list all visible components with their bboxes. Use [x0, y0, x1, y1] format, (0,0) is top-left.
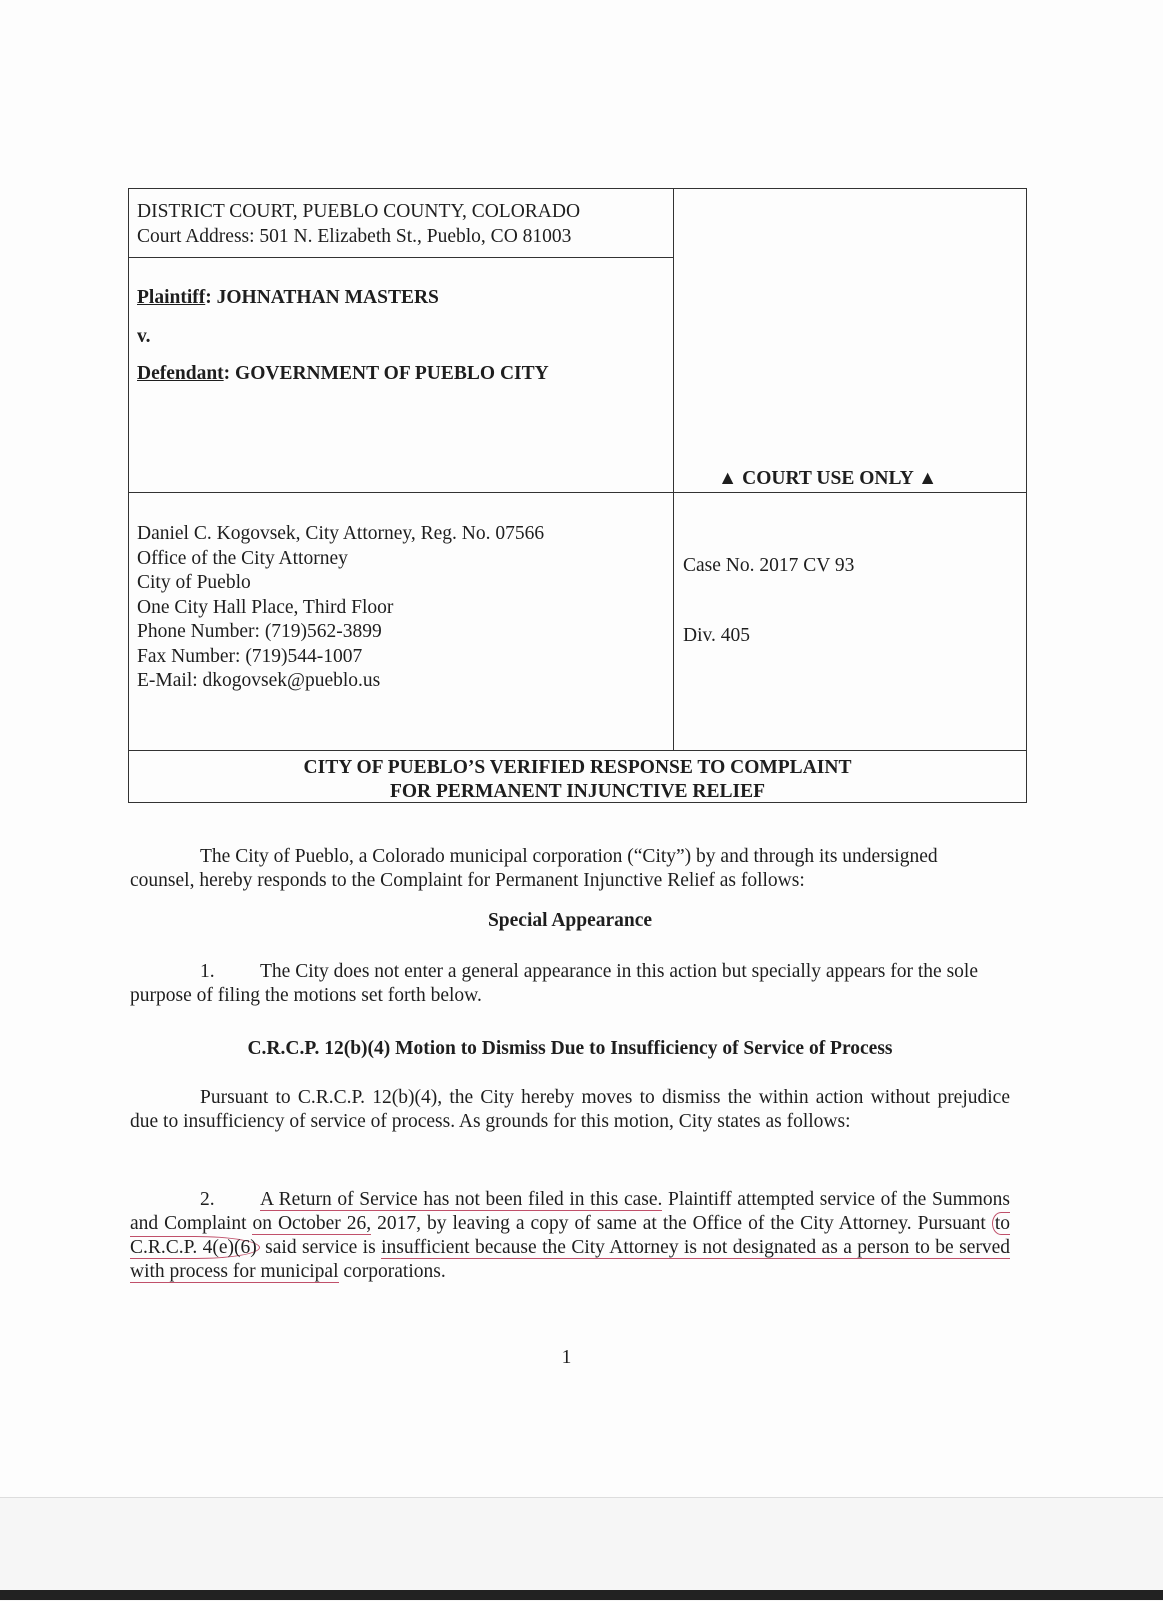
intro-paragraph: The City of Pueblo, a Colorado municipal corporation (“City”) by and through its undersigned counsel, hereby responds to the Complaint for Permanent Injunctive Relief as follows:: [130, 846, 938, 891]
plaintiff-label: Plaintiff: [137, 287, 206, 308]
attorney-email: E-Mail: dkogovsek@pueblo.us: [137, 670, 381, 691]
annotated-text: insufficient because the City Attorney is not designated as a person to be served with process for municipal: [130, 1237, 1011, 1282]
paragraph-text: The City does not enter a general appearance in this action but specially appears for the sole purpose of filing the motions set forth below.: [130, 961, 978, 1006]
paragraph-text: Plaintiff attempted service of the Summons and Complaint: [130, 1189, 1010, 1234]
paragraph-1: [130, 960, 1010, 1008]
plaintiff: [137, 286, 439, 311]
circled-citation: to C.R.C.P. 4(e)(6): [130, 1213, 1010, 1258]
defendant: [137, 362, 549, 387]
heading-special-appearance: Special Appearance: [487, 910, 653, 931]
heading-motion-to-dismiss: C.R.C.P. 12(b)(4) Motion to Dismiss Due to Insufficiency of Service of Process: [247, 1038, 893, 1059]
title-line: FOR PERMANENT INJUNCTIVE RELIEF: [389, 781, 766, 802]
divider: [673, 188, 674, 750]
divider: [128, 492, 1027, 493]
pursuant-paragraph: Pursuant to C.R.C.P. 12(b)(4), the City hereby moves to dismiss the within action without prejudice due to insufficiency of service of process. As grounds for this motion, City states as follows:: [130, 1087, 1010, 1132]
document-title: [128, 756, 1027, 804]
annotated-text: A Return of Service has not been filed in this case.: [260, 1189, 663, 1210]
case-number: Case No. 2017 CV 93: [683, 555, 855, 576]
paragraph-2: [130, 1188, 1010, 1284]
divider: [128, 750, 1027, 751]
versus: v.: [137, 326, 151, 347]
defendant-label: Defendant: [137, 363, 224, 384]
paragraph-number: 2.: [200, 1189, 215, 1210]
attorney-block: [137, 522, 544, 694]
paragraph-text: said service is: [259, 1237, 382, 1258]
paragraph-text: 2017, by leaving a copy of same at the Office of the City Attorney. Pursuant: [371, 1213, 992, 1234]
scan-bottom-band: [0, 1497, 1163, 1601]
division: Div. 405: [683, 625, 750, 646]
defendant-name: : GOVERNMENT OF PUEBLO CITY: [223, 363, 549, 384]
paragraph-text: corporations.: [338, 1261, 446, 1282]
attorney-line: One City Hall Place, Third Floor: [137, 596, 394, 618]
court-use-only: ▲ COURT USE ONLY ▲: [718, 468, 938, 489]
attorney-line: Daniel C. Kogovsek, City Attorney, Reg. No. 07566: [137, 523, 545, 544]
page-number: 1: [561, 1347, 572, 1368]
court-name: DISTRICT COURT, PUEBLO COUNTY, COLORADO: [137, 201, 581, 222]
attorney-line: Office of the City Attorney: [137, 547, 348, 569]
paragraph-number: 1.: [200, 961, 215, 982]
plaintiff-name: : JOHNATHAN MASTERS: [205, 287, 439, 308]
scan-edge: [0, 1590, 1163, 1600]
divider: [128, 257, 673, 258]
court-address: Court Address: 501 N. Elizabeth St., Pueblo, CO 81003: [137, 225, 572, 247]
case-caption-box: [128, 188, 1027, 803]
court-header: [137, 200, 580, 249]
annotated-text: on October 26,: [252, 1213, 372, 1234]
attorney-line: Fax Number: (719)544-1007: [137, 645, 363, 667]
title-line: CITY OF PUEBLO’S VERIFIED RESPONSE TO COMPLAINT: [303, 757, 852, 778]
attorney-line: City of Pueblo: [137, 572, 251, 593]
attorney-line: Phone Number: (719)562-3899: [137, 621, 382, 642]
